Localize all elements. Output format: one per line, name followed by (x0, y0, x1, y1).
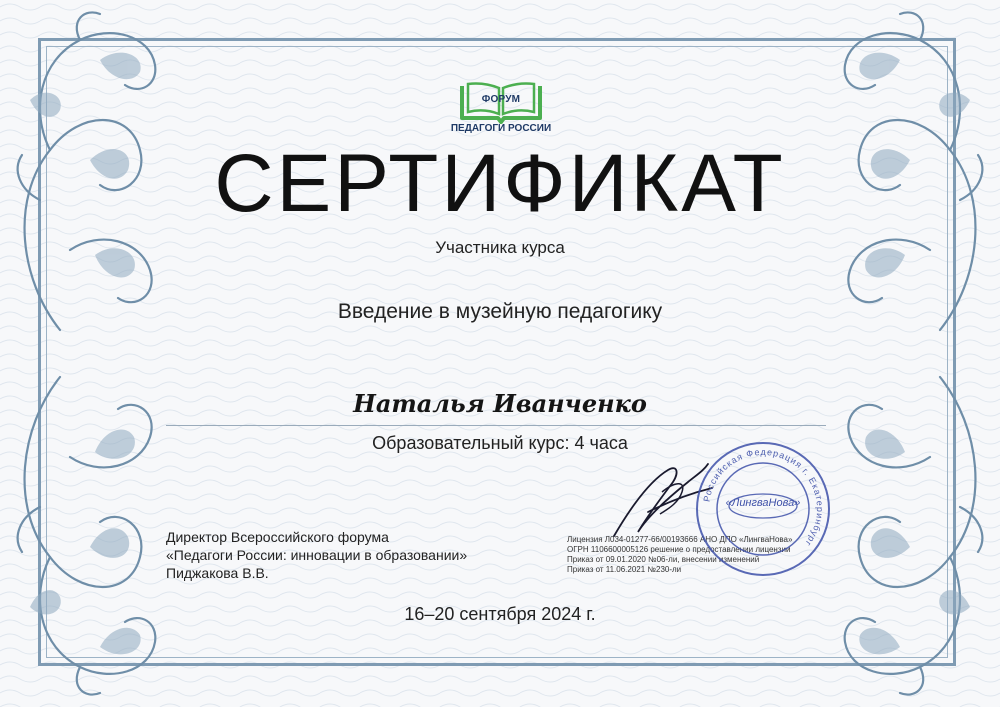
license-line-4: Приказ от 11.06.2021 №230-ли (567, 565, 682, 574)
corner-ornament-bottom-left (0, 367, 180, 707)
certificate-date: 16–20 сентября 2024 г. (404, 604, 596, 624)
stamp-center-text: «ЛингваНова» (725, 497, 801, 509)
forum-logo (446, 80, 556, 138)
director-title: Директор Всероссийского форума (166, 529, 389, 545)
stamp-ring-text: Российская Федерация г. Екатеринбург (701, 446, 826, 549)
course-name: Введение в музейную педагогику (337, 300, 663, 323)
logo-top-text: ФОРУМ (481, 94, 521, 105)
organization-stamp (694, 440, 832, 578)
logo-bottom-text: ПЕДАГОГИ РОССИИ (450, 123, 552, 134)
course-hours: Образовательный курс: 4 часа (372, 433, 628, 453)
license-line-1: Лицензия Л034-01277-66/00193666 АНО ДПО «ЛингваНова» (567, 535, 793, 544)
name-underline (166, 425, 826, 426)
recipient-name: Наталья Иванченко (353, 389, 647, 418)
director-forum-name: «Педагоги России: инновации в образовании» (166, 547, 468, 563)
license-line-2: ОГРН 1106600005126 решение о предоставлении лицензии (567, 545, 791, 554)
certificate-title: СЕРТИФИКАТ (214, 138, 786, 229)
license-line-3: Приказ от 09.01.2020 №06-ли, внесении изменений (567, 555, 760, 564)
corner-ornament-bottom-right (820, 367, 1000, 707)
stamp-rings (694, 440, 832, 578)
director-name: Пиджакова В.В. (166, 565, 269, 581)
certificate-subtitle: Участника курса (435, 238, 565, 257)
director-block (166, 528, 467, 582)
